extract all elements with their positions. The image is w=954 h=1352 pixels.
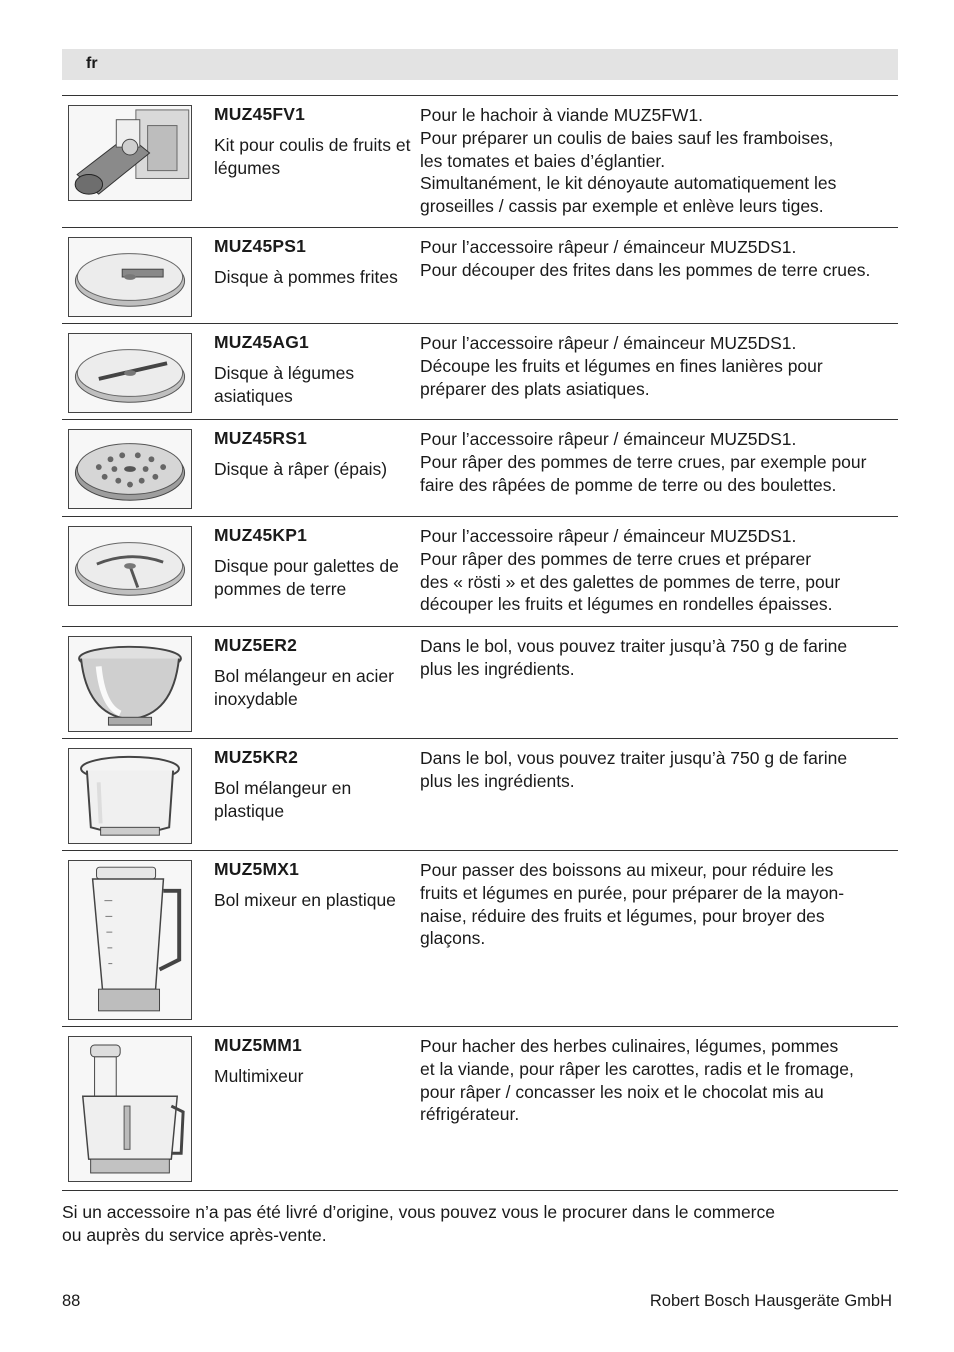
product-name: Disque à râper (épais): [214, 459, 388, 479]
note-line: Si un accessoire n’a pas été livré d’origine, vous pouvez vous le procurer dans le commerce: [62, 1202, 775, 1222]
description-line: plus les ingrédients.: [420, 770, 575, 791]
description-line: fruits et légumes en purée, pour préparer de la mayon-: [420, 882, 845, 903]
table-row: [62, 739, 898, 851]
accessories-table: [62, 95, 898, 1191]
description-line: et la viande, pour râper les carottes, radis et le fromage,: [420, 1058, 854, 1079]
description-line: réfrigérateur.: [420, 1104, 520, 1125]
product-code: MUZ45FV1: [214, 104, 306, 124]
description-line: Pour l’accessoire râpeur / émainceur MUZ5DS1.: [420, 333, 797, 353]
product-code: MUZ5ER2: [214, 635, 298, 655]
description-line: naise, réduire des fruits et légumes, pour broyer des: [420, 905, 825, 926]
food-processor-icon: [68, 1036, 192, 1182]
product-name: Bol mélangeur en plastique: [214, 778, 352, 821]
description-line: Pour l’accessoire râpeur / émainceur MUZ5DS1.: [420, 429, 797, 449]
product-description: [420, 428, 902, 496]
description-line: faire des râpées de pomme de terre ou des boulettes.: [420, 474, 837, 495]
description-line: pour râper / concasser les noix et le chocolat mis au: [420, 1081, 824, 1102]
availability-note: [62, 1201, 882, 1247]
description-line: Pour hacher des herbes culinaires, légumes, pommes: [420, 1036, 839, 1056]
description-line: des « rösti » et des galettes de pommes de terre, pour: [420, 571, 841, 592]
product-name: Disque pour galettes de pommes de terre: [214, 556, 399, 599]
company-name: Robert Bosch Hausgeräte GmbH: [649, 1292, 892, 1310]
product-description: [420, 104, 902, 218]
product-description: [420, 1035, 902, 1126]
product-name: Bol mixeur en plastique: [214, 890, 396, 910]
description-line: Pour l’accessoire râpeur / émainceur MUZ5DS1.: [420, 237, 797, 257]
product-name: Disque à légumes asiatiques: [214, 363, 355, 406]
product-code: MUZ45RS1: [214, 428, 308, 448]
table-row: [62, 420, 898, 517]
product-name: Kit pour coulis de fruits et légumes: [214, 135, 411, 178]
product-name: Multimixeur: [214, 1066, 304, 1086]
blender-jug-icon: [68, 860, 192, 1020]
meat-grinder-coulis-kit-icon: [68, 105, 192, 201]
product-description: [420, 747, 902, 793]
product-code: MUZ45KP1: [214, 525, 308, 545]
description-line: Simultanément, le kit dénoyaute automatiquement les: [420, 173, 837, 194]
table-row: [62, 96, 898, 228]
product-description: [420, 236, 902, 282]
slicing-disc-icon: [68, 333, 192, 413]
description-line: groseilles / cassis par exemple et enlève leurs tiges.: [420, 196, 824, 217]
description-line: les tomates et baies d’églantier.: [420, 150, 666, 171]
product-description: [420, 859, 902, 950]
description-line: Dans le bol, vous pouvez traiter jusqu’à 750 g de farine: [420, 636, 848, 656]
table-row: [62, 851, 898, 1027]
description-line: découper les fruits et légumes en rondelles épaisses.: [420, 594, 833, 615]
product-code: MUZ5KR2: [214, 747, 299, 767]
product-code: MUZ45PS1: [214, 236, 307, 256]
description-line: Découpe les fruits et légumes en fines lanières pour: [420, 355, 823, 376]
description-line: Pour le hachoir à viande MUZ5FW1.: [420, 105, 704, 125]
mixing-bowl-icon: [68, 748, 192, 844]
description-line: glaçons.: [420, 928, 486, 949]
product-description: [420, 635, 902, 681]
description-line: plus les ingrédients.: [420, 658, 575, 679]
table-row: [62, 1027, 898, 1191]
grating-disc-icon: [68, 429, 192, 509]
description-line: Dans le bol, vous pouvez traiter jusqu’à 750 g de farine: [420, 748, 848, 768]
slicing-disc-icon: [68, 237, 192, 317]
product-name: Disque à pommes frites: [214, 267, 398, 287]
language-header-bar: [62, 49, 898, 80]
description-line: Pour préparer un coulis de baies sauf les framboises,: [420, 127, 834, 148]
description-line: Pour râper des pommes de terre crues, par exemple pour: [420, 451, 867, 472]
description-line: Pour l’accessoire râpeur / émainceur MUZ5DS1.: [420, 526, 797, 546]
table-row: [62, 627, 898, 739]
description-line: Pour découper des frites dans les pommes de terre crues.: [420, 259, 871, 280]
description-line: préparer des plats asiatiques.: [420, 378, 650, 399]
slicing-disc-icon: [68, 526, 192, 606]
product-code: MUZ5MX1: [214, 859, 300, 879]
product-code: MUZ5MM1: [214, 1035, 302, 1055]
product-name: Bol mélangeur en acier inoxydable: [214, 666, 394, 709]
product-description: [420, 525, 902, 616]
table-row: [62, 517, 898, 627]
note-line: ou auprès du service après-vente.: [62, 1225, 327, 1245]
product-description: [420, 332, 902, 400]
table-row: [62, 324, 898, 420]
language-label: fr: [86, 55, 98, 72]
page-number: 88: [62, 1292, 81, 1310]
product-code: MUZ45AG1: [214, 332, 309, 352]
mixing-bowl-icon: [68, 636, 192, 732]
description-line: Pour râper des pommes de terre crues et préparer: [420, 548, 812, 569]
description-line: Pour passer des boissons au mixeur, pour réduire les: [420, 860, 834, 880]
table-row: [62, 228, 898, 324]
